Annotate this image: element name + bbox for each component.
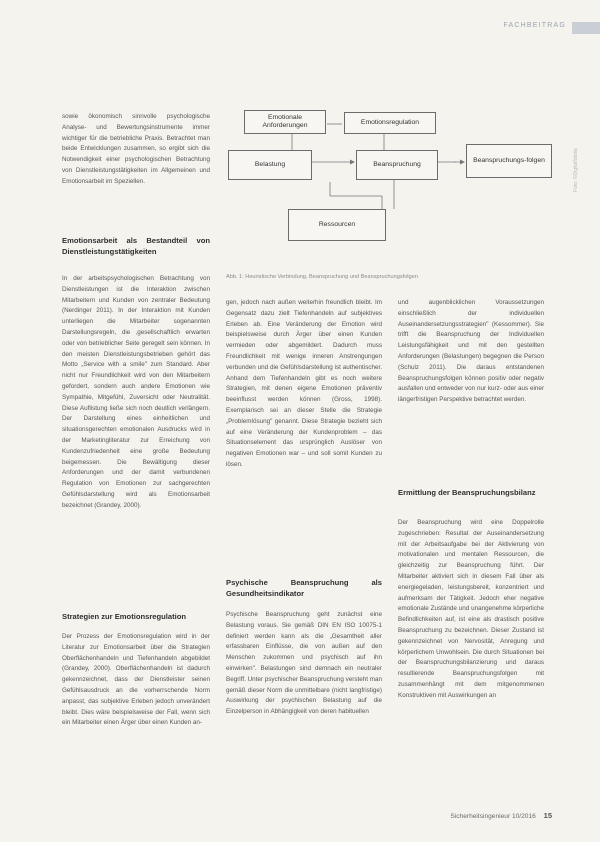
heading-beanspruchungsbilanz: Ermittlung der Beanspruchungsbilanz <box>398 488 536 497</box>
column-right <box>398 298 544 406</box>
heading-strategien: Strategien zur Emotionsregulation <box>62 612 187 621</box>
box-load: Belastung <box>228 150 312 180</box>
section-emotionsarbeit <box>62 236 210 257</box>
box-strain-consequences: Beanspruchungs-folgen <box>466 144 552 178</box>
heading-emotionsarbeit: Emotionsarbeit als Bestandteil von Dienstleistungstätigkeiten <box>62 236 210 256</box>
paragraph-emotionsarbeit: In der arbeitspsychologischen Betrachtung von Dienstleistungen ist die Interaktion zwischen Mitarbeitern und Kunden von zentraler Bedeutung (Nerdinger 2011). In der Interaktion mit Kunden unterliegen die Mitarbeiter sogenannten Darstellungsregeln, die ‚gesellschaftlich erwarten oder von betrieblicher Seite geregelt sein können. In den meisten Dienstleistungsbetrieben gehört das Motto „Service with a smile" zum Standard. Aber nicht nur Freundlichkeit wird von den Mitarbeitern gefordert, sondern auch andere Emotionen wie Sympathie, Mitgefühl, Zuversicht oder Neutralität. Diese Auflistung ließe sich noch deutlich verlängern. Der Darstellung eines einheitlichen und situationsgerechten emotionalen Ausdrucks wird in der Marketingliteratur zur Erreichung von Kundenzufriedenheit eine große Bedeutung beigemessen. Die Bewältigung dieser Anforderungen und der damit verbundenen Regulation von Emotionen zur sachgerechten Gefühlsdarstellung wird als Emotionsarbeit bezeichnet (Grandey, 2000). <box>62 275 210 509</box>
column-left-body <box>62 274 210 512</box>
figure-caption: Abb. 1: Heuristische Verbindung, Beanspruchung und Beanspruchungsfolgen <box>226 274 418 280</box>
photo-credit: Foto: ©Digitalfotolia <box>573 148 579 192</box>
paragraph-strategien-continued: gen, jedoch nach außen weiterhin freundlich bleibt. Im Gegensatz dazu zielt Tiefenhandeln auf subjektives Erleben ab. Eine Veränderung der Emotion wird beispielsweise durch Ärger über einen Kunden vermieden oder abgemildert. Dadurch muss Freundlichkeit mit wenige inneren Anstrengungen verbunden und die Gefühlsdarstellung ist authentischer. Anhand dem Tiefenhandeln gibt es noch weitere Strategien, mit denen eigene Emotionen präventiv beeinflusst werden können (Gross, 1998). Exemplarisch sei an dieser Stelle die Strategie „Problemlösung" genannt. Diese Strategie bezieht sich auf eine Veränderung der Kundenproblem – das Situationselement das ursprünglich Auslöser von negativen Emotionen war – und soll somit Kunden zu lösen. <box>226 299 382 468</box>
column-left-strategien <box>62 632 210 729</box>
column-left <box>62 112 210 188</box>
page-footer <box>450 811 552 820</box>
section-psychische-beanspruchung <box>226 578 382 599</box>
box-resources: Ressourcen <box>288 209 386 241</box>
box-emotional-requirements: Emotionale Anforderungen <box>244 110 326 134</box>
heading-psychische-beanspruchung: Psychische Beanspruchung als Gesundheitsindikator <box>226 578 382 598</box>
paragraph-beanspruchung: Psychische Beanspruchung geht zunächst eine Belastung voraus. Sie gemäß DIN EN ISO 10075-1 definiert werden kann als die „Gesamtheit aller erfassbaren Einflüsse, die von außen auf den Menschen zukommen und psychisch auf ihn einwirken". Belastungen sind demnach ein neutraler Begriff. Unter psychischer Beanspruchung versteht man gemäß dieser Norm die unmittelbare (nicht langfristige) Auswirkung der psychischen Belastung auf die Einzelperson in Abhängigkeit von deren habituellen <box>226 611 382 716</box>
header-bar <box>572 22 600 34</box>
box-emotion-regulation: Emotionsregulation <box>344 112 436 134</box>
paragraph-voraussetzungen: und augenblicklichen Voraussetzungen einschließlich der individuellen Auseinandersetzungsstrategien" (Kessommer). Sie trifft die Beanspruchung der Individuellen Leistungsfähigkeit und mit den gestellten Anforderungen (Belastungen) begegnen die Person (Schulz 2011). Die daraus entstandenen Beanspruchungsfolgen können positiv oder negativ ausfallen und entweder von nur kurz- oder aus einer längerfristigen Perspektive betrachtet werden. <box>398 299 544 404</box>
section-strategien <box>62 612 210 623</box>
section-beanspruchungsbilanz <box>398 488 544 499</box>
page-number: 15 <box>543 811 552 820</box>
stress-model-diagram <box>222 104 558 254</box>
column-middle <box>226 298 382 471</box>
section-label: FACHBEITRAG <box>503 22 566 29</box>
column-right-body <box>398 518 544 702</box>
paragraph-bilanz: Der Beanspruchung wird eine Doppelrolle zugeschrieben: Resultat der Auseinandersetzung mit der Arbeitsaufgabe bei der Aktivierung von motivationalen und mentalen Ressourcen, die gleichzeitig zur Beanspruchung führt. Der Mitarbeiter aktiviert sich in diesem Fall über als energiegeladen, leistungsbereit, konzentriert und aufmerksam der Tätigkeit. Jedoch eher negative emotionale Zustände und unangenehme körperliche Befindlichkeiten auf, ist eine als drastisch positive Beanspruchung zu bezeichnen. Dieser Zustand ist gekennzeichnet von Nervosität, Anregung und körperlichem Unwohlsein. Die durch Situationen bei der Beanspruchungsbilanzierung und daraus resultierende Beanspruchungsfolgen mit zusammenhängt mit dem mitgenommenen Konstruktiven mit Auswirkungen an <box>398 519 544 699</box>
journal-name: Sicherheitsingenieur 10/2016 <box>450 813 536 820</box>
paragraph-strategien: Der Prozess der Emotionsregulation wird in der Literatur zur Emotionsarbeit über die Strategien Oberflächenhandeln und Tiefenhandeln abgebildet (Grandey, 2000). Oberflächenhandeln ist dadurch gekennzeichnet, dass der Dienstleister seinen Gefühlsausdruck an die vorherrschende Norm anpasst, das subjektive Erleben jedoch unverändert bleibt. Dies wäre beispielsweise der Fall, wenn sich ein Mitarbeiter einen Ärger über einen Kunden an- <box>62 633 210 727</box>
intro-paragraph: sowie ökonomisch sinnvolle psychologische Analyse- und Bewertungsinstrumente immer wichtiger für die betriebliche Praxis. Betrachtet man beide Entwicklungen zusammen, so ergibt sich die Notwendigkeit einer psychologischen Betrachtung von Dienstleistungstätigkeiten im Allgemeinen und Emotionsarbeit im Speziellen. <box>62 113 210 185</box>
column-middle-body <box>226 610 382 718</box>
box-strain: Beanspruchung <box>356 150 438 180</box>
